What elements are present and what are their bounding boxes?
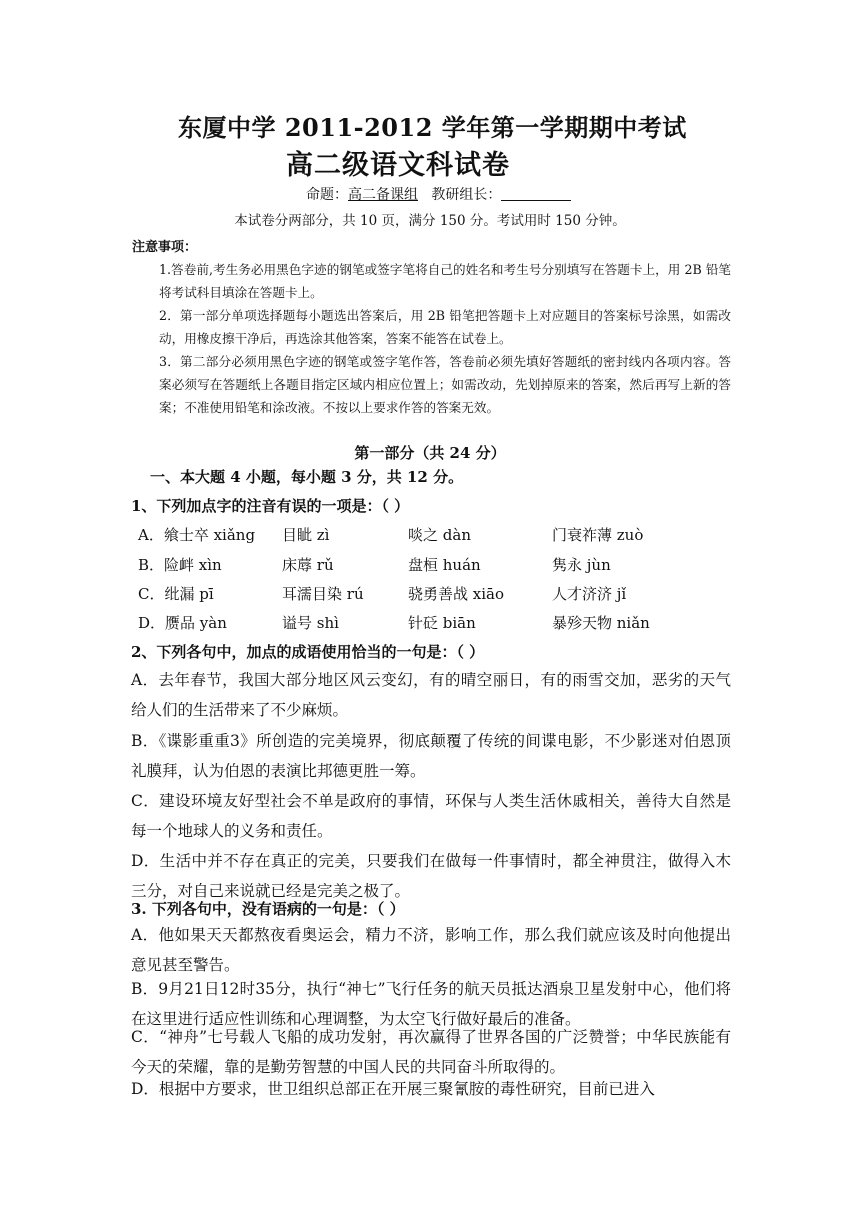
q1-cell: 啖之 dàn [408,526,471,544]
exam-subtitle: 高二级语文科试卷 [286,150,510,181]
notice-item: 2．第一部分单项选择题每小题选出答案后，用 2B 铅笔把答题卡上对应题目的答案标号涂黑，如需改动，用橡皮擦干净后，再选涂其他答案，答案不能答在试卷上。 [159,308,731,346]
q2-option-b: B．《谍影重重3》所创造的完美境界，彻底颠覆了传统的间谍电影，不少影迷对伯恩顶礼膜拜，认为伯恩的表演比邦德更胜一筹。 [131,732,731,780]
q1-cell: 目眦 zì [282,526,330,544]
q3-option-c: C．“神舟”七号载人飞船的成功发射，再次赢得了世界各国的广泛赞誉；中华民族能有今天的荣耀，靠的是勤劳智慧的中国人民的共同奋斗所取得的。 [131,1028,731,1076]
leader-label: 教研组长： [431,187,502,203]
q1-cell: 暴殄天物 niǎn [552,614,650,632]
q1-cell: 隽永 jùn [552,556,611,574]
q1-row-a [138,524,738,550]
q2-option-c: C．建设环境友好型社会不单是政府的事情，环保与人类生活休戚相关，善待大自然是每一个地球人的义务和责任。 [131,792,731,840]
q1-cell: 人才济济 jǐ [552,585,627,603]
q1-cell: 骁勇善战 xiāo [408,585,504,603]
q1-row-c [138,583,738,609]
q1-cell: B．险衅 xìn [138,556,222,574]
q1-cell: A．飨士卒 xiǎng [138,526,256,544]
q2-option-a: A．去年春节，我国大部分地区风云变幻，有的晴空丽日，有的雨雪交加，恶劣的天气给人们的生活带来了不少麻烦。 [131,671,731,719]
notice-item: 3．第二部分必须用黑色字迹的钢笔或签字笔作答，答卷前必须先填好答题纸的密封线内各项内容。答案必须写在答题纸上各题目指定区域内相应位置上；如需改动，先划掉原来的答案，然后再写上新的答案；不准使用铅笔和涂改液。不按以上要求作答的答案无效。 [159,354,731,415]
q1-cell: D．赝品 yàn [138,614,227,632]
exam-intro: 本试卷分两部分，共 10 页，满分 150 分。考试用时 150 分钟。 [234,213,626,229]
q1-cell: 针砭 biān [408,614,476,632]
q3-option-d: D．根据中方要求，世卫组织总部正在开展三聚氰胺的毒性研究，目前已进入 [131,1080,655,1098]
author-line [306,184,571,204]
exam-title: 东厦中学 2011-2012 学年第一学期期中考试 [178,113,687,142]
notice-item: 1.答卷前,考生务必用黑色字迹的钢笔或签字笔将自己的姓名和考生号分别填写在答题卡上，用 2B 铅笔将考试科目填涂在答题卡上。 [159,262,731,300]
q2-option-d: D．生活中并不存在真正的完美，只要我们在做每一件事情时，都全神贯注，做得入木三分，对自己来说就已经是完美之极了。 [131,852,731,900]
leader-blank [501,186,571,201]
q1-cell: 床蓐 rǔ [282,556,334,574]
q1-cell: 门衰祚薄 zuò [552,526,644,544]
section-title: 第一部分（共 24 分） [354,444,506,462]
q1-row-d [138,612,738,638]
notice-title: 注意事项： [132,240,198,255]
q3-option-b: B．9月21日12时35分，执行“神七”飞行任务的航天员抵达酒泉卫星发射中心，他们将在这里进行适应性训练和心理调整，为太空飞行做好最后的准备。 [131,980,731,1028]
part-title: 一、本大题 4 小题，每小题 3 分，共 12 分。 [150,468,464,486]
question-3-stem: 3. 下列各句中，没有语病的一句是：（ ） [131,900,405,918]
q1-cell: 盘桓 huán [408,556,481,574]
question-1-stem: 1、下列加点字的注音有误的一项是：（ ） [131,497,410,515]
question-2-stem: 2、下列各句中，加点的成语使用恰当的一句是：（ ） [131,643,485,661]
q1-cell: C．纰漏 pī [138,585,214,603]
author-value: 高二备课组 [348,187,418,203]
q1-row-b [138,554,738,580]
q3-option-a: A．他如果天天都熬夜看奥运会，精力不济，影响工作，那么我们就应该及时向他提出意见甚至警告。 [131,926,731,974]
q1-cell: 谥号 shì [282,614,339,632]
q1-cell: 耳濡目染 rú [282,585,364,603]
author-label: 命题： [306,187,348,203]
